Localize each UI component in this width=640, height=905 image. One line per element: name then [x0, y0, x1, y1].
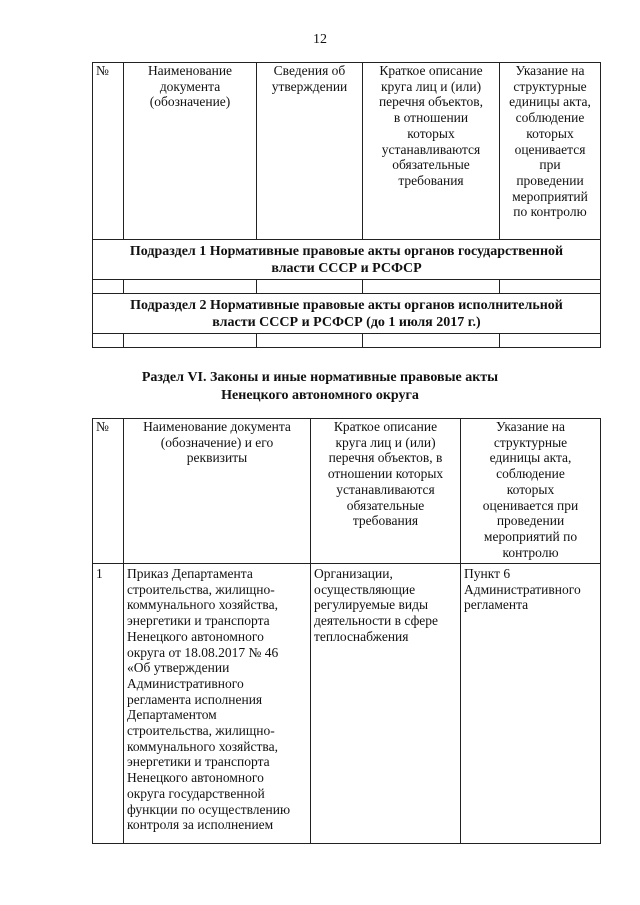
header-subjects: Краткое описание круга лиц и (или) перечня объектов, в отношении которых устанавливаются обязательные требования	[363, 63, 500, 240]
header-doc-name: Наименование документа (обозначение)	[124, 63, 257, 240]
header-structural-units: Указание на структурные единицы акта, соблюдение которых оценивается при проведении мероприятий по контролю	[500, 63, 601, 240]
row-subjects: Организации, осуществляющие регулируемые виды деятельности в сфере теплоснабжения	[311, 564, 461, 844]
row-structural-units: Пункт 6 Административного регламента	[461, 564, 601, 844]
header-num: №	[93, 419, 124, 564]
section-title-line1: Раздел VI. Законы и иные нормативные правовые акты	[141, 370, 499, 385]
section-heading	[0, 369, 640, 405]
header-structural-units: Указание на структурные единицы акта, соблюдение которых оценивается при проведении мероприятий по контролю	[461, 419, 601, 564]
empty-row	[93, 334, 601, 348]
section-title-line2: Ненецкого автономного округа	[221, 388, 419, 403]
subsection-2-heading: Подраздел 2 Нормативные правовые акты органов исполнительной власти СССР и РСФСР (до 1 июля 2017 г.)	[93, 294, 601, 334]
table-row	[93, 564, 601, 844]
header-doc-name: Наименование документа (обозначение) и его реквизиты	[124, 419, 311, 564]
table-federal-acts	[92, 62, 601, 348]
page-number: 12	[313, 32, 327, 47]
table-header-row	[93, 419, 601, 564]
subsection-1-heading: Подраздел 1 Нормативные правовые акты органов государственной власти СССР и РСФСР	[93, 240, 601, 280]
row-doc-name: Приказ Департамента строительства, жилищно- коммунального хозяйства, энергетики и транспорта Ненецкого автономного округа от 18.08.2017 № 46 «Об утверждении Административного регламента исполнения Департаментом строительства, жилищно- коммунального хозяйства, энергетики и транспорта Ненецкого автономного округа государственной функции по осуществлению контроля за исполнением	[124, 564, 311, 844]
table-regional-acts	[92, 418, 601, 844]
header-approval: Сведения об утверждении	[257, 63, 363, 240]
table-header-row	[93, 63, 601, 240]
row-num: 1	[93, 564, 124, 844]
header-num: №	[93, 63, 124, 240]
empty-row	[93, 280, 601, 294]
header-subjects: Краткое описание круга лиц и (или) перечня объектов, в отношении которых устанавливаются обязательные требования	[311, 419, 461, 564]
